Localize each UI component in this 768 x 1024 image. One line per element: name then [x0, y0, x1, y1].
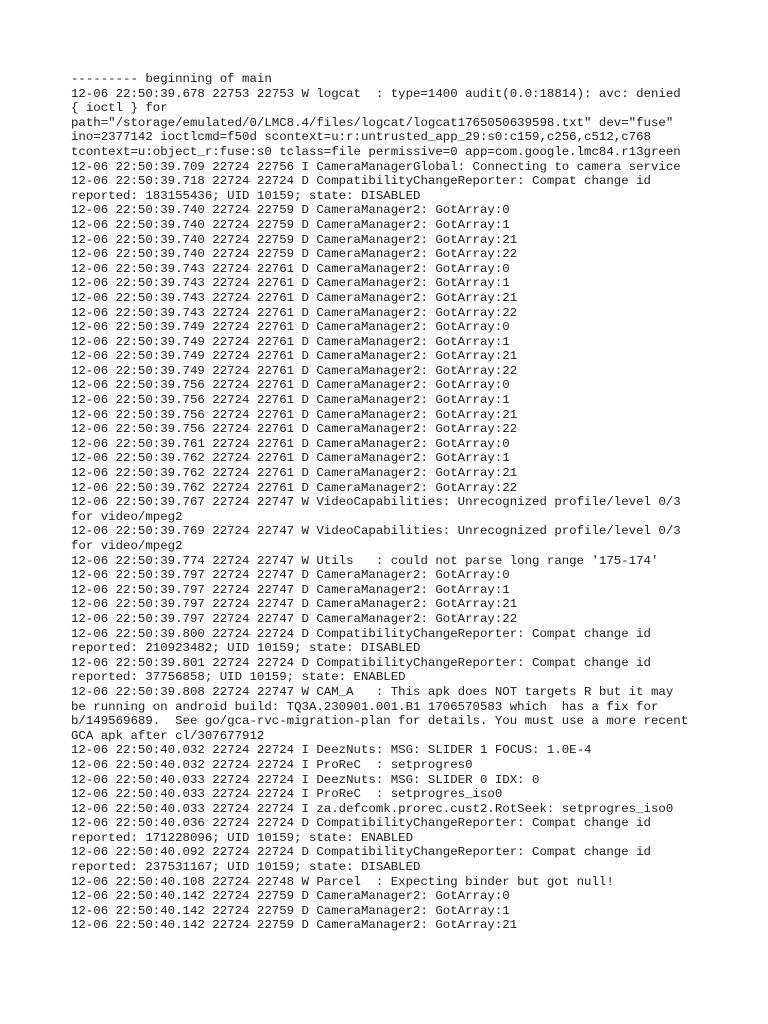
log-line: for video/mpeg2 — [71, 539, 183, 553]
log-line: 12-06 22:50:40.033 22724 22724 I DeezNuts: MSG: SLIDER 0 IDX: 0 — [71, 772, 540, 787]
log-line: --------- beginning of main — [71, 72, 272, 86]
log-line: 12-06 22:50:39.756 22724 22761 D CameraManager2: GotArray:21 — [71, 407, 518, 422]
log-line: 12-06 22:50:39.756 22724 22761 D CameraManager2: GotArray:1 — [71, 393, 510, 408]
log-line: 12-06 22:50:39.743 22724 22761 D CameraManager2: GotArray:21 — [71, 290, 518, 305]
log-line: 12-06 22:50:39.797 22724 22747 D CameraManager2: GotArray:22 — [71, 611, 518, 626]
log-line: 12-06 22:50:39.756 22724 22761 D CameraManager2: GotArray:22 — [71, 422, 518, 437]
log-line: 12-06 22:50:39.762 22724 22761 D CameraManager2: GotArray:1 — [71, 451, 510, 466]
log-line: be running on android build: TQ3A.230901.001.B1 1706570583 which has a fix for — [71, 699, 659, 714]
log-line: path="/storage/emulated/0/LMC8.4/files/logcat/logcat1765050639598.txt" dev="fuse" — [71, 115, 674, 130]
log-line: 12-06 22:50:39.774 22724 22747 W Utils : could not parse long range '175-174' — [71, 553, 659, 568]
log-line: 12-06 22:50:40.036 22724 22724 D CompatibilityChangeReporter: Compat change id — [71, 816, 651, 831]
log-line: 12-06 22:50:40.033 22724 22724 I ProReC : setprogres_iso0 — [71, 787, 503, 802]
log-line: 12-06 22:50:39.762 22724 22761 D CameraManager2: GotArray:21 — [71, 466, 518, 481]
log-line: 12-06 22:50:39.808 22724 22747 W CAM_A : This apk does NOT targets R but it may — [71, 684, 674, 699]
log-line: reported: 237531167; UID 10159; state: DISABLED — [71, 860, 421, 875]
log-line: reported: 183155436; UID 10159; state: DISABLED — [71, 188, 421, 203]
log-line: 12-06 22:50:39.767 22724 22747 W VideoCapabilities: Unrecognized profile/level 0/3 — [71, 495, 681, 510]
log-line: 12-06 22:50:39.678 22753 22753 W logcat : type=1400 audit(0.0:18814): avc: denied — [71, 86, 681, 101]
log-line: reported: 37756858; UID 10159; state: ENABLED — [71, 670, 406, 685]
log-line: 12-06 22:50:39.718 22724 22724 D CompatibilityChangeReporter: Compat change id — [71, 174, 651, 189]
log-line: 12-06 22:50:40.033 22724 22724 I za.defcomk.prorec.cust2.RotSeek: setprogres_iso0 — [71, 801, 674, 816]
log-line: 12-06 22:50:40.108 22724 22748 W Parcel : Expecting binder but got null! — [71, 874, 614, 889]
log-line: 12-06 22:50:39.709 22724 22756 I CameraManagerGlobal: Connecting to camera service — [71, 159, 681, 174]
log-line: 12-06 22:50:39.740 22724 22759 D CameraManager2: GotArray:0 — [71, 203, 510, 218]
log-line: 12-06 22:50:40.142 22724 22759 D CameraManager2: GotArray:1 — [71, 903, 510, 918]
log-line: 12-06 22:50:39.743 22724 22761 D CameraManager2: GotArray:22 — [71, 305, 518, 320]
log-line: reported: 210923482; UID 10159; state: DISABLED — [71, 641, 421, 656]
log-line: 12-06 22:50:39.756 22724 22761 D CameraManager2: GotArray:0 — [71, 378, 510, 393]
log-lines — [71, 72, 711, 933]
log-line: 12-06 22:50:39.749 22724 22761 D CameraManager2: GotArray:22 — [71, 363, 518, 378]
log-line: 12-06 22:50:39.769 22724 22747 W VideoCapabilities: Unrecognized profile/level 0/3 — [71, 524, 681, 539]
log-line: 12-06 22:50:40.142 22724 22759 D CameraManager2: GotArray:0 — [71, 889, 510, 904]
log-line: 12-06 22:50:39.797 22724 22747 D CameraManager2: GotArray:1 — [71, 582, 510, 597]
log-line: 12-06 22:50:39.762 22724 22761 D CameraManager2: GotArray:22 — [71, 480, 518, 495]
log-line: 12-06 22:50:39.749 22724 22761 D CameraManager2: GotArray:0 — [71, 320, 510, 335]
log-line: b/149569689. See go/gca-rvc-migration-plan for details. You must use a more recent — [71, 714, 689, 729]
log-line: for video/mpeg2 — [71, 509, 183, 524]
log-line: 12-06 22:50:39.797 22724 22747 D CameraManager2: GotArray:21 — [71, 597, 518, 612]
log-line: 12-06 22:50:39.740 22724 22759 D CameraManager2: GotArray:1 — [71, 217, 510, 232]
log-line: reported: 171228096; UID 10159; state: ENABLED — [71, 830, 414, 845]
log-line: 12-06 22:50:39.740 22724 22759 D CameraManager2: GotArray:22 — [71, 247, 518, 262]
log-line: { ioctl } for — [71, 101, 168, 116]
log-line: 12-06 22:50:39.743 22724 22761 D CameraManager2: GotArray:1 — [71, 276, 510, 291]
log-line: 12-06 22:50:40.092 22724 22724 D CompatibilityChangeReporter: Compat change id — [71, 845, 651, 860]
logcat-document — [71, 72, 711, 933]
log-line: 12-06 22:50:39.743 22724 22761 D CameraManager2: GotArray:0 — [71, 261, 510, 276]
log-line: 12-06 22:50:40.032 22724 22724 I DeezNuts: MSG: SLIDER 1 FOCUS: 1.0E-4 — [71, 743, 592, 758]
log-line: 12-06 22:50:39.749 22724 22761 D CameraManager2: GotArray:21 — [71, 349, 518, 364]
log-line: 12-06 22:50:39.740 22724 22759 D CameraManager2: GotArray:21 — [71, 232, 518, 247]
log-line: 12-06 22:50:39.749 22724 22761 D CameraManager2: GotArray:1 — [71, 334, 510, 349]
log-line: 12-06 22:50:39.800 22724 22724 D CompatibilityChangeReporter: Compat change id — [71, 626, 651, 641]
log-line: 12-06 22:50:40.142 22724 22759 D CameraManager2: GotArray:21 — [71, 918, 518, 933]
log-line: 12-06 22:50:40.032 22724 22724 I ProReC : setprogres0 — [71, 757, 473, 772]
log-line: 12-06 22:50:39.761 22724 22761 D CameraManager2: GotArray:0 — [71, 436, 510, 451]
log-line: 12-06 22:50:39.797 22724 22747 D CameraManager2: GotArray:0 — [71, 568, 510, 583]
log-line: GCA apk after cl/307677912 — [71, 728, 265, 743]
log-line: ino=2377142 ioctlcmd=f50d scontext=u:r:untrusted_app_29:s0:c159,c256,c512,c768 — [71, 130, 651, 145]
log-line: 12-06 22:50:39.801 22724 22724 D CompatibilityChangeReporter: Compat change id — [71, 655, 651, 670]
log-line: tcontext=u:object_r:fuse:s0 tclass=file permissive=0 app=com.google.lmc84.r13green — [71, 144, 681, 159]
